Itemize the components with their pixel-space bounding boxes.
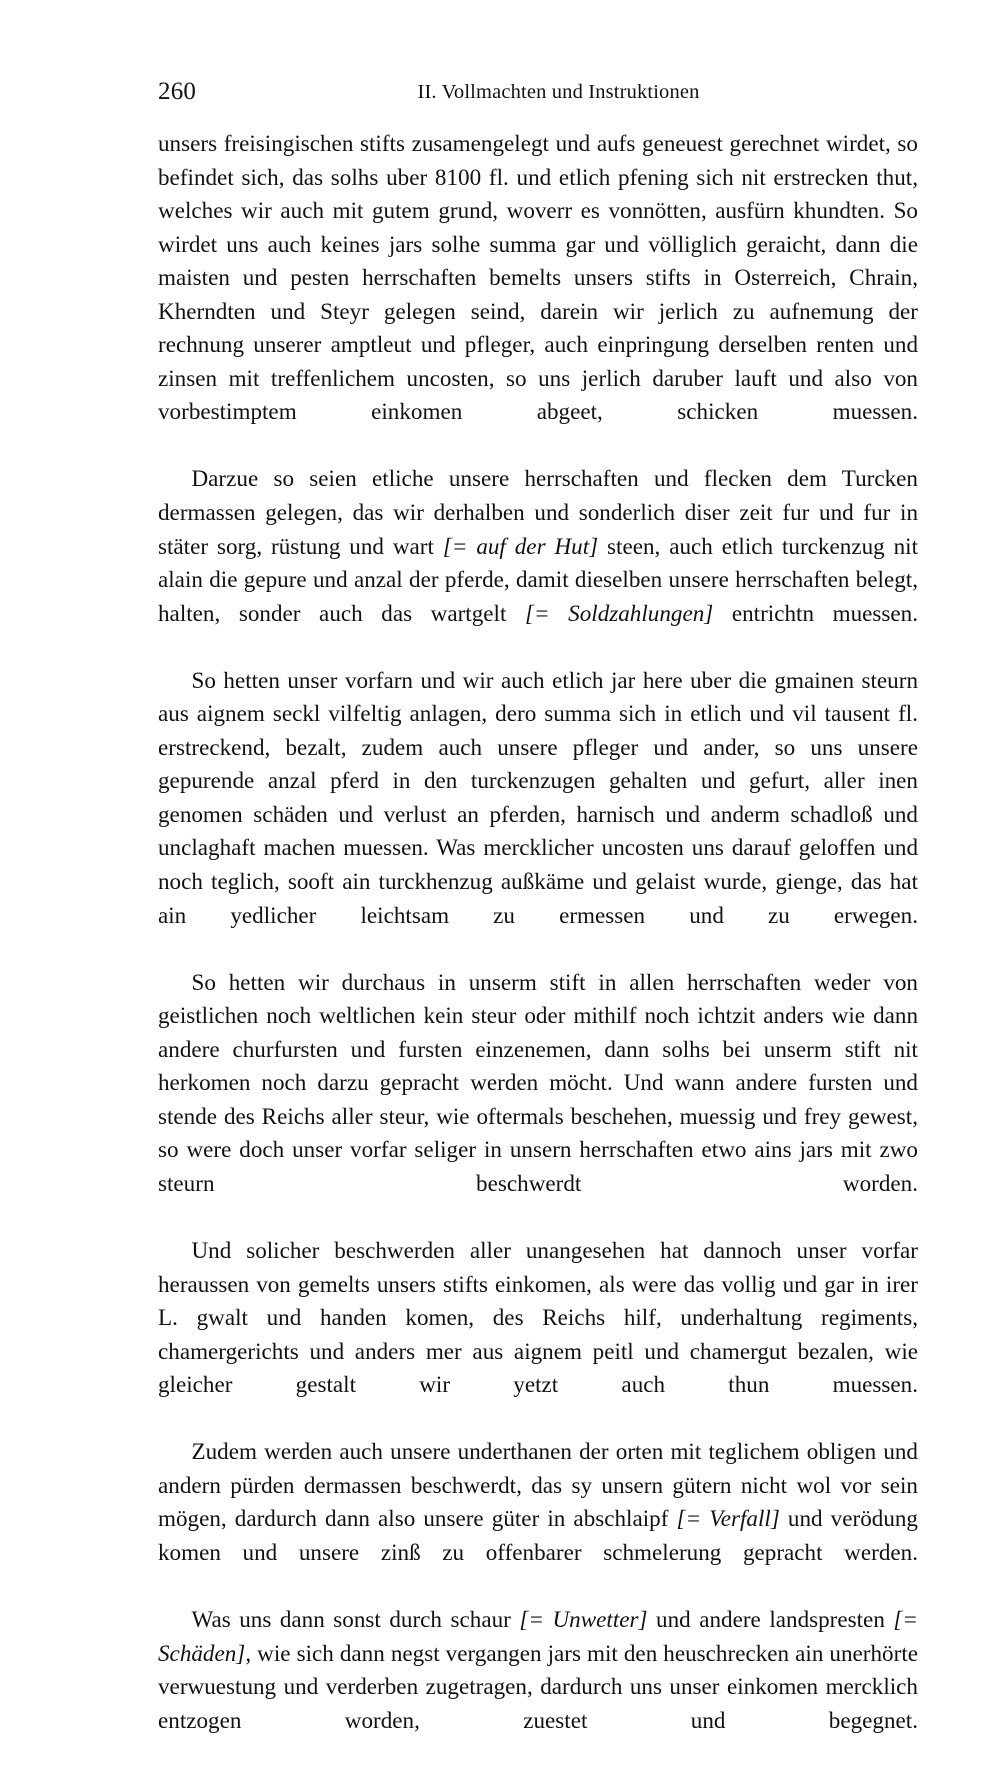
running-head <box>158 78 917 106</box>
text-run: steen, auch etlich turckenzug nit alain die gepure und anzal der pferde, damit dieselben unsere herrschaften belegt, halten, sonder auch das wartgelt <box>158 532 918 626</box>
text-run: und verödung komen und unsere zinß zu offenbarer schmelerung gepracht werden. <box>158 1505 918 1565</box>
text-run: Darzue so seien etliche unsere herrschaften und flecken dem Turcken dermassen gelegen, das wir derhalben und sonderlich diser zeit fur und fur in stäter sorg, rüstung und wart <box>158 465 918 559</box>
text-run: So hetten wir durchaus in unserm stift in allen herrschaften weder von geistlichen noch weltlichen kein steur oder mithilf noch ichtzit anders wie dann andere churfursten und fursten einzenemen, dann solhs bei unserm stift nit herkomen noch darzu gepracht werden möcht. Und wann andere fursten und stende des Reichs aller steur, wie oftermals beschehen, muessig und frey gewest, so were doch unser vorfar seliger in unsern herrschaften etwo ains jars mit zwo steurn beschwerdt worden. <box>158 968 918 1196</box>
text-run: unsers freisingischen stifts zusamengelegt und aufs geneuest gerechnet wirdet, so befindet sich, das solhs uber 8100 fl. und etlich pfening sich nit erstrecken thut, welches wir auch mit gutem grund, woverr es vonnötten, ausfürn khundten. So wirdet uns auch keines jars solhe summa gar und völliglich geraicht, dann die maisten und pesten herrschaften bemelts unsers stifts in Osterreich, Chrain, Kherndten und Steyr gelegen seind, darein wir jerlich zu aufnemung der rechnung unserer amptleut und pfleger, auch einpringung derselben renten und zinsen mit treffenlichem uncosten, so uns jerlich daruber lauft und also von vorbestimptem einkomen abgeet, schicken muessen. <box>158 130 918 425</box>
editorial-gloss: [= Verfall] <box>676 1505 780 1532</box>
paragraph <box>158 462 918 663</box>
text-run: , wie sich dann negst vergangen jars mit den heuschrecken ain unerhörte verwuestung und verderben zugetragen, dardurch uns unser einkomen mercklich entzogen worden, zuestet und begegnet. <box>158 1639 918 1733</box>
editorial-gloss: [= Schäden] <box>158 1606 918 1666</box>
running-title: II. Vollmachten und Instruktionen <box>417 81 700 103</box>
paragraph <box>158 664 918 966</box>
text-run: Und solicher beschwerden aller unangesehen hat dannoch unser vorfar heraussen von gemelts unsers stifts einkomen, als were das vollig und gar in irer L. gwalt und handen komen, des Reichs hilf, underhaltung regiments, chamergerichts und anders mer aus aignem peitl und chamergut bezalen, wie gleicher gestalt wir yetzt auch thun muessen. <box>158 1237 918 1398</box>
text-run: So hetten unser vorfarn und wir auch etlich jar here uber die gmainen steurn aus aignem seckl vilfeltig anlagen, dero summa sich in etlich und vil tausent fl. erstreckend, bezalt, zudem auch unsere pfleger und ander, so uns unsere gepurende anzal pferd in den turckenzugen gehalten und gefurt, aller inen genomen schäden und verlust an pferden, harnisch und anderm schadloß und unclaghaft machen muessen. Was mercklicher uncosten uns darauf geloffen und noch teglich, sooft ain turckhenzug außkäme und gelaist wurde, gienge, das hat ain yedlicher leichtsam zu ermessen und zu erwegen. <box>158 666 918 928</box>
text-run: Was uns dann sonst durch schaur <box>191 1606 520 1633</box>
body-text-block <box>158 127 918 1771</box>
page-number: 260 <box>158 78 197 105</box>
paragraph <box>158 1234 918 1435</box>
paragraph <box>158 127 918 462</box>
editorial-gloss: [= Unwetter] <box>519 1606 648 1633</box>
editorial-gloss: [= auf der Hut] <box>442 532 599 559</box>
paragraph <box>158 966 918 1234</box>
paragraph <box>158 1435 918 1603</box>
text-run: entrichtn muessen. <box>713 599 918 626</box>
paragraph <box>158 1603 918 1771</box>
text-run: Zudem werden auch unsere underthanen der orten mit teglichem obligen und andern pürden dermassen beschwerdt, das sy unsern gütern nicht wol vor sein mögen, dardurch dann also unsere güter in abschlaipf <box>158 1438 918 1532</box>
text-run: und andere landspresten <box>647 1606 894 1633</box>
editorial-gloss: [= Soldzahlungen] <box>524 599 714 626</box>
